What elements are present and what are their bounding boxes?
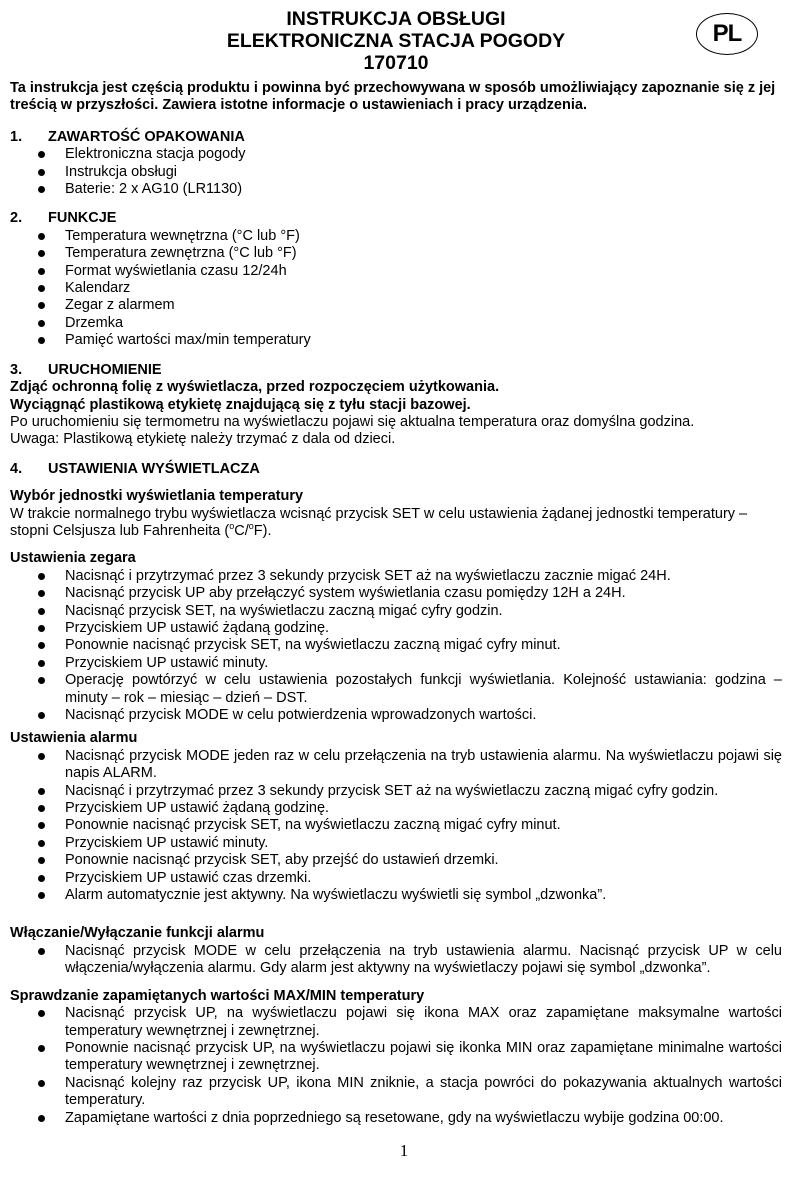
list-item: Ponownie nacisnąć przycisk SET, aby przejść do ustawień drzemki.: [10, 852, 782, 869]
unit-text-a: W trakcie normalnego trybu wyświetlacza wcisnąć przycisk SET w celu ustawienia żądanej jednostki temperatury – stopni Celsjusza lub Fahrenheita (: [10, 505, 748, 539]
list-item: Drzemka: [10, 315, 782, 332]
section-1-heading: [10, 129, 782, 146]
alarm-subheading: Ustawienia alarmu: [10, 730, 138, 747]
section-4-heading: [10, 461, 782, 478]
maxmin-subheading: Sprawdzanie zapamiętanych wartości MAX/MIN temperatury: [10, 987, 425, 1004]
section-2-number: 2.: [10, 210, 23, 227]
degree-sup-2: o: [248, 521, 254, 532]
section-1-number: 1.: [10, 128, 23, 145]
intro-paragraph: Ta instrukcja jest częścią produktu i powinna być przechowywana w sposób umożliwiający zapoznanie się z jej treścią w przyszłości. Zawiera istotne informacje o ustawieniach i pracy urządzenia.: [10, 80, 776, 114]
list-item: Nacisnąć przycisk SET, na wyświetlaczu zaczną migać cyfry godzin.: [10, 603, 782, 620]
list-item: Elektroniczna stacja pogody: [10, 146, 782, 163]
unit-subheading: Wybór jednostki wyświetlania temperatury: [10, 488, 304, 505]
list-item: Przyciskiem UP ustawić minuty.: [10, 655, 782, 672]
list-item: Instrukcja obsługi: [10, 164, 782, 181]
list-item: Nacisnąć przycisk MODE jeden raz w celu przełączenia na tryb ustawienia alarmu. Na wyświetlaczu pojawi się napis ALARM.: [10, 748, 782, 783]
title-line-1: INSTRUKCJA OBSŁUGI: [286, 8, 506, 30]
list-item: Nacisnąć przycisk UP aby przełączyć system wyświetlania czasu pomiędzy 12H a 24H.: [10, 585, 782, 602]
document-title: [10, 8, 782, 74]
list-item: Temperatura zewnętrzna (°C lub °F): [10, 245, 782, 262]
section-1-title: ZAWARTOŚĆ OPAKOWANIA: [48, 128, 245, 145]
pl-badge-text: PL: [712, 20, 742, 48]
list-item: Nacisnąć przycisk UP, na wyświetlaczu pojawi się ikona MAX oraz zapamiętane maksymalne wartości temperatury wewnętrznej i zewnętrznej.: [10, 1005, 782, 1040]
list-item: Przyciskiem UP ustawić żądaną godzinę.: [10, 620, 782, 637]
alarm-list: [10, 748, 782, 905]
unit-text-c: F).: [253, 522, 272, 539]
toggle-subheading: Włączanie/Wyłączanie funkcji alarmu: [10, 925, 265, 942]
spacer: [10, 904, 782, 921]
toggle-list: [10, 943, 782, 978]
list-item: Nacisnąć kolejny raz przycisk UP, ikona MIN zniknie, a stacja powróci do pokazywania aktualnych wartości temperatury.: [10, 1075, 782, 1110]
section-2-heading: [10, 210, 782, 227]
list-item: Baterie: 2 x AG10 (LR1130): [10, 181, 782, 198]
list-item: Ponownie nacisnąć przycisk SET, na wyświetlaczu zaczną migać cyfry minut.: [10, 637, 782, 654]
section-3-text-line: Uwaga: Plastikową etykietę należy trzymać z dala od dzieci.: [10, 431, 396, 448]
document-page: [10, 8, 782, 1127]
list-item: Alarm automatycznie jest aktywny. Na wyświetlaczu wyświetli się symbol „dzwonka”.: [10, 887, 782, 904]
section-3-heading: [10, 362, 782, 379]
list-item: Nacisnąć i przytrzymać przez 3 sekundy przycisk SET aż na wyświetlaczu zacznie migać 24H.: [10, 568, 782, 585]
section-3-bold-line: Zdjąć ochronną folię z wyświetlacza, przed rozpoczęciem użytkowania.: [10, 379, 500, 396]
section-4-number: 4.: [10, 460, 23, 477]
list-item: Nacisnąć przycisk MODE w celu potwierdzenia wprowadzonych wartości.: [10, 707, 782, 724]
section-3-text-line: Po uruchomieniu się termometru na wyświetlaczu pojawi się aktualna temperatura oraz domyślna godzina.: [10, 413, 695, 430]
unit-paragraph: [10, 506, 782, 541]
section-3-number: 3.: [10, 361, 23, 378]
degree-sup-1: o: [229, 521, 235, 532]
list-item: Nacisnąć i przytrzymać przez 3 sekundy przycisk SET aż na wyświetlaczu zaczną migać cyfry godzin.: [10, 783, 782, 800]
list-item: Pamięć wartości max/min temperatury: [10, 332, 782, 349]
list-item: Przyciskiem UP ustawić minuty.: [10, 835, 782, 852]
list-item: Zapamiętane wartości z dnia poprzedniego są resetowane, gdy na wyświetlaczu wybije godzina 00:00.: [10, 1110, 782, 1127]
section-1-list: [10, 146, 782, 198]
section-2-list: [10, 228, 782, 350]
page-number: 1: [399, 1141, 409, 1160]
list-item: Kalendarz: [10, 280, 782, 297]
list-item: Zegar z alarmem: [10, 297, 782, 314]
list-item: Ponownie nacisnąć przycisk SET, na wyświetlaczu zaczną migać cyfry minut.: [10, 817, 782, 834]
list-item: Operację powtórzyć w celu ustawienia pozostałych funkcji wyświetlania. Kolejność ustawiania: godzina – minuty – rok – miesiąc – dzień – DST.: [10, 672, 782, 707]
list-item: Przyciskiem UP ustawić żądaną godzinę.: [10, 800, 782, 817]
clock-list: [10, 568, 782, 725]
list-item: Nacisnąć przycisk MODE w celu przełączenia na tryb ustawienia alarmu. Nacisnąć przycisk UP w celu włączenia/wyłączenia alarmu. Gdy alarm jest aktywny na wyświetlaczy pojawi się symbol „dzwonka”.: [10, 943, 782, 978]
list-item: Przyciskiem UP ustawić czas drzemki.: [10, 870, 782, 887]
list-item: Format wyświetlania czasu 12/24h: [10, 263, 782, 280]
section-3-title: URUCHOMIENIE: [48, 361, 162, 378]
maxmin-list: [10, 1005, 782, 1127]
pl-language-badge: [696, 13, 758, 55]
section-3-bold-line: Wyciągnąć plastikową etykietę znajdującą się z tyłu stacji bazowej.: [10, 396, 471, 413]
title-line-2: ELEKTRONICZNA STACJA POGODY: [226, 30, 566, 52]
title-line-3: 170710: [363, 52, 429, 74]
section-2-title: FUNKCJE: [48, 210, 117, 227]
section-4-title: USTAWIENIA WYŚWIETLACZA: [48, 460, 260, 477]
clock-subheading: Ustawienia zegara: [10, 550, 136, 567]
list-item: Ponownie nacisnąć przycisk UP, na wyświetlaczu pojawi się ikonka MIN oraz zapamiętane minimalne wartości temperatury wewnętrznej i zewnętrznej.: [10, 1040, 782, 1075]
unit-text-b: C/: [234, 522, 249, 539]
list-item: Temperatura wewnętrzna (°C lub °F): [10, 228, 782, 245]
